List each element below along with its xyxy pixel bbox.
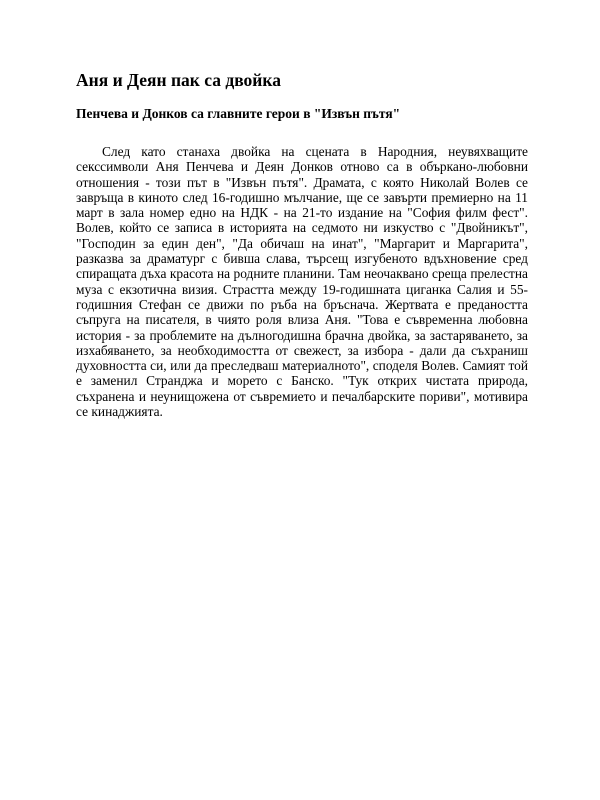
article-body: След като станаха двойка на сцената в Народния, неувяхващите секссимволи Аня Пенчева и Деян Донков отново са в объркано-любовни отношения - този път в "Извън пътя". Драмата, с която Николай Волев се завръща в киното след 16-годишно мълчание, ще се завърти премиерно на 11 март в зала номер едно на НДК - на 21-то издание на "София филм фест". Волев, който се записа в историята на седмото ни изкуство с "Двойникът", "Господин за един ден", "Да обичаш на инат", "Маргарит и Маргарита", разказва за драматург с бивша слава, търсещ изгубеното вдъхновение сред спиращата дъха красота на родните планини. Там неочаквано среща прелестна муза с екзотична визия. Страстта между 19-годишната циганка Салия и 55-годишния Стефан се движи по ръба на бръснача. Жертвата е предаността съпруга на писателя, в чиято роля влиза Аня. "Това е съвременна любовна история - за проблемите на дълногодишна брачна двойка, за застаряването, за изхабяването, за необходимостта от свежест, за избора - дали да съхраниш духовността си, или да преследваш материалното", споделя Волев. Самият той е заменил Странджа и морето с Банско. "Тук открих чистата природа, съхранена и неунищожена от съвремието и печалбарските пориви", мотивира се кинаджията. bbox=[76, 144, 528, 420]
article-subtitle: Пенчева и Донков са главните герои в "Извън пътя" bbox=[76, 106, 401, 121]
article-title: Аня и Деян пак са двойка bbox=[76, 70, 281, 90]
